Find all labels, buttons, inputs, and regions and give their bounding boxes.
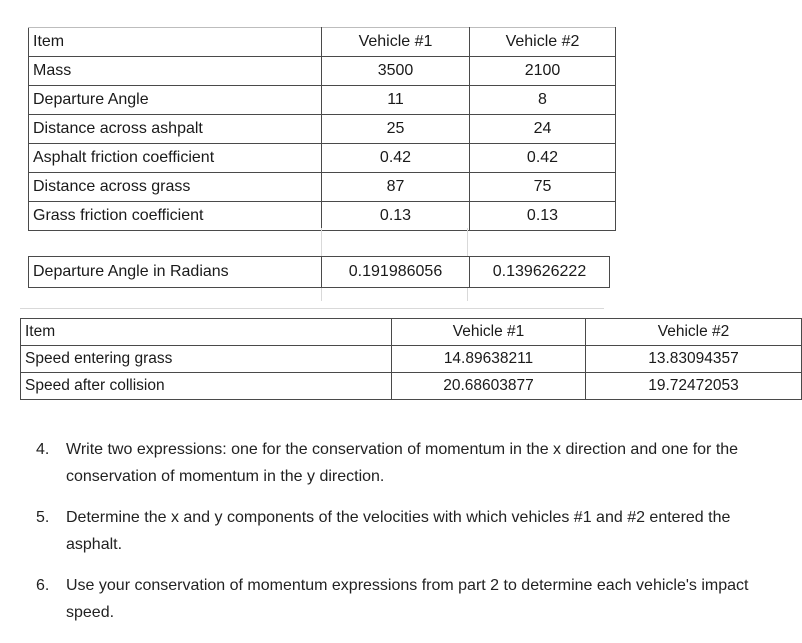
table-row bbox=[29, 86, 616, 115]
row-label: Departure Angle bbox=[29, 86, 322, 115]
vehicle-1-value: 0.13 bbox=[322, 202, 470, 231]
question-text: Use your conservation of momentum expressions from part 2 to determine each vehicle's impact speed. bbox=[66, 577, 749, 621]
row-label: Mass bbox=[29, 57, 322, 86]
vehicle-2-value: 8 bbox=[470, 86, 616, 115]
speed-table bbox=[20, 318, 802, 400]
grid-line bbox=[20, 308, 604, 309]
question-item bbox=[36, 504, 782, 558]
table-row bbox=[21, 346, 802, 373]
row-label: Asphalt friction coefficient bbox=[29, 144, 322, 173]
table-row bbox=[29, 202, 616, 231]
row-label: Speed entering grass bbox=[21, 346, 392, 373]
header-cell-vehicle-1: Vehicle #1 bbox=[322, 28, 470, 57]
header-cell-vehicle-2: Vehicle #2 bbox=[586, 319, 802, 346]
table-header-row bbox=[21, 319, 802, 346]
vehicle-2-value: 0.13 bbox=[470, 202, 616, 231]
grid-line bbox=[467, 228, 468, 256]
question-number: 5. bbox=[36, 509, 50, 526]
vehicle-2-value: 75 bbox=[470, 173, 616, 202]
table-row bbox=[29, 57, 616, 86]
vehicle-1-value: 3500 bbox=[322, 57, 470, 86]
vehicle-1-value: 0.191986056 bbox=[322, 257, 470, 288]
header-cell-vehicle-1: Vehicle #1 bbox=[392, 319, 586, 346]
question-text: Determine the x and y components of the velocities with which vehicles #1 and #2 entered the asphalt. bbox=[66, 509, 731, 553]
radians-table bbox=[28, 256, 610, 288]
vehicle-2-value: 0.139626222 bbox=[470, 257, 610, 288]
row-label: Distance across ashpalt bbox=[29, 115, 322, 144]
table-row bbox=[29, 173, 616, 202]
grid-line bbox=[467, 287, 468, 301]
row-label: Grass friction coefficient bbox=[29, 202, 322, 231]
vehicle-1-value: 20.68603877 bbox=[392, 373, 586, 400]
row-label: Distance across grass bbox=[29, 173, 322, 202]
row-label: Speed after collision bbox=[21, 373, 392, 400]
question-text: Write two expressions: one for the conservation of momentum in the x direction and one for the conservation of momentum in the y direction. bbox=[66, 441, 739, 485]
table-row bbox=[21, 373, 802, 400]
vehicle-1-value: 0.42 bbox=[322, 144, 470, 173]
vehicle-1-value: 87 bbox=[322, 173, 470, 202]
vehicle-1-value: 14.89638211 bbox=[392, 346, 586, 373]
table-row bbox=[29, 257, 610, 288]
vehicle-2-value: 0.42 bbox=[470, 144, 616, 173]
header-cell-item: Item bbox=[21, 319, 392, 346]
table-header-row bbox=[29, 28, 616, 57]
vehicle-1-value: 11 bbox=[322, 86, 470, 115]
question-item bbox=[36, 436, 782, 490]
vehicle-2-value: 13.83094357 bbox=[586, 346, 802, 373]
question-number: 4. bbox=[36, 441, 50, 458]
grid-line bbox=[321, 228, 322, 256]
header-cell-vehicle-2: Vehicle #2 bbox=[470, 28, 616, 57]
question-number: 6. bbox=[36, 577, 50, 594]
table-row bbox=[29, 144, 616, 173]
vehicle-2-value: 24 bbox=[470, 115, 616, 144]
vehicle-1-value: 25 bbox=[322, 115, 470, 144]
table-row bbox=[29, 115, 616, 144]
vehicle-data-table bbox=[28, 27, 616, 231]
vehicle-2-value: 19.72472053 bbox=[586, 373, 802, 400]
row-label: Departure Angle in Radians bbox=[29, 257, 322, 288]
header-cell-item: Item bbox=[29, 28, 322, 57]
question-item bbox=[36, 572, 782, 626]
vehicle-2-value: 2100 bbox=[470, 57, 616, 86]
question-list bbox=[36, 436, 782, 640]
grid-line bbox=[321, 287, 322, 301]
